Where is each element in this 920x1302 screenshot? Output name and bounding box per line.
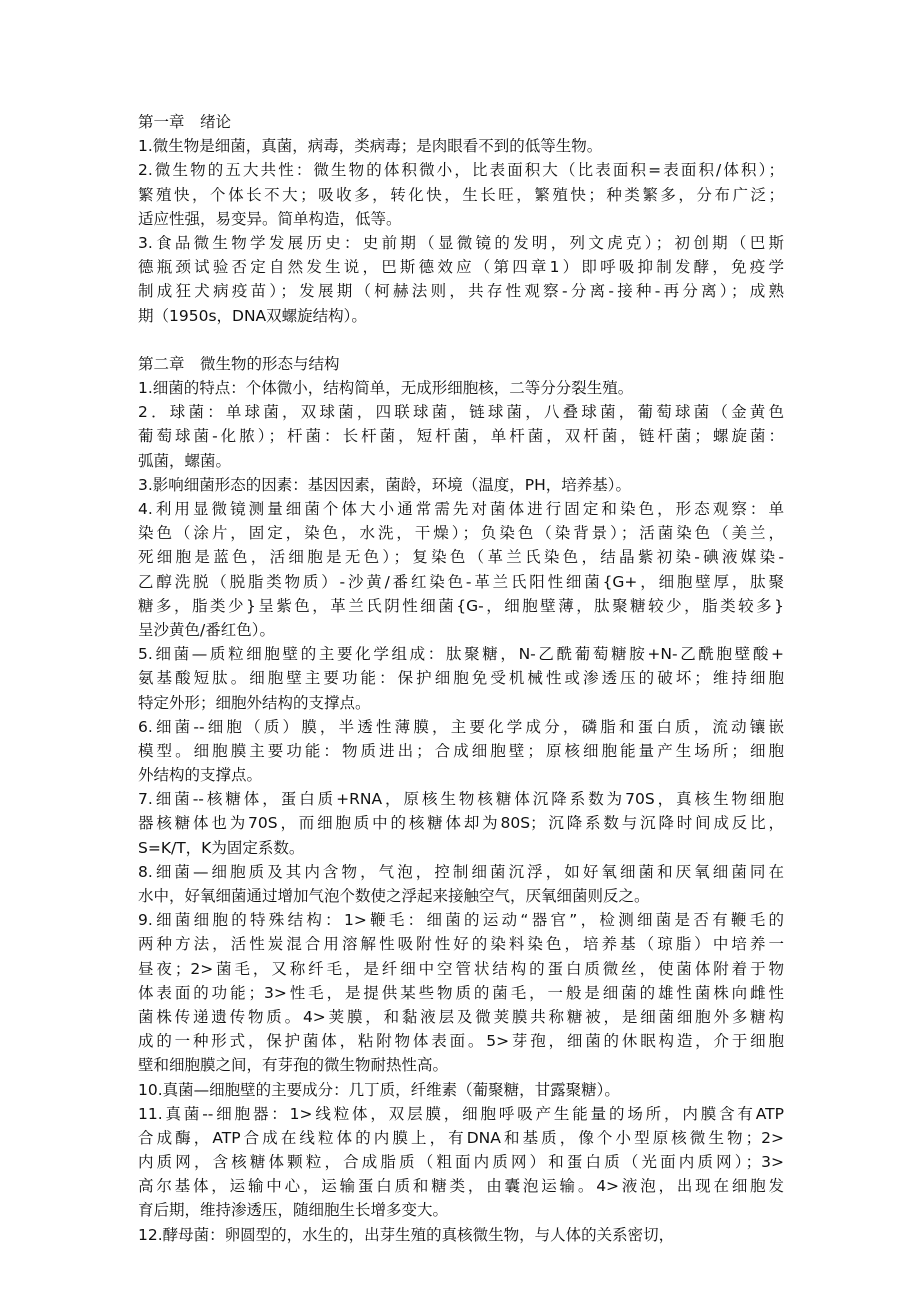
list-item: [138, 134, 784, 158]
list-item: [138, 231, 784, 328]
text-line: 死细胞是蓝色，活细胞是无色）；复染色（革兰氏染色，结晶紫初染-碘液媒染-: [138, 548, 784, 567]
text-line: 5.细菌—质粒细胞壁的主要化学组成：肽聚糖，N-乙酰葡萄糖胺+N-乙酰胞壁酸+: [138, 645, 784, 664]
blank-line: [138, 328, 784, 352]
text-line: 糖多，脂类少}呈紫色，革兰氏阴性细菌{G-，细胞壁薄，肽聚糖较少，脂类较多}: [138, 596, 784, 615]
text-line: 体表面的功能；3>性毛，是提供某些物质的菌毛，一般是细菌的雄性菌株向雌性: [138, 983, 784, 1002]
text-line: 染色（涂片，固定，染色，水洗，干燥）；负染色（染背景）；活菌染色（美兰，: [138, 524, 784, 543]
text-line: 壁和细胞膜之间，有芽孢的微生物耐热性高。: [138, 1056, 449, 1075]
list-item: [138, 908, 784, 1077]
text-line: 德瓶颈试验否定自然发生说，巴斯德效应（第四章1）即呼吸抑制发酵，免疫学: [138, 258, 784, 277]
text-line: 适应性强，易变异。简单构造，低等。: [138, 209, 402, 228]
text-line: 2．球菌：单球菌，双球菌，四联球菌，链球菌，八叠球菌，葡萄球菌（金黄色: [138, 403, 784, 422]
list-item: [138, 1078, 784, 1102]
list-item: [138, 860, 784, 908]
text-line: 7.细菌--核糖体，蛋白质+RNA，原核生物核糖体沉降系数为70S，真核生物细胞: [138, 790, 784, 809]
text-line: 葡萄球菌-化脓）；杆菌：长杆菌，短杆菌，单杆菌，双杆菌，链杆菌；螺旋菌：: [138, 427, 784, 446]
list-item: [138, 158, 784, 231]
list-item: [138, 787, 784, 860]
text-line: 育后期，维持渗透压，随细胞生长增多变大。: [138, 1201, 449, 1220]
chapter-heading: 第二章 微生物的形态与结构: [138, 354, 340, 373]
text-line: 两种方法，活性炭混合用溶解性吸附性好的染料染色，培养基（琼脂）中培养一: [138, 935, 784, 954]
text-line: 制成狂犬病疫苗）；发展期（柯赫法则，共存性观察-分离-接种-再分离）；成熟: [138, 282, 784, 301]
text-line: 繁殖快，个体长不大；吸收多，转化快，生长旺，繁殖快；种类繁多，分布广泛；: [138, 185, 784, 204]
text-line: 8.细菌—细胞质及其内含物，气泡，控制细菌沉浮，如好氧细菌和厌氧细菌同在: [138, 862, 784, 881]
list-item: [138, 376, 784, 400]
text-line: 合成酶，ATP合成在线粒体的内膜上，有DNA和基质，像个小型原核微生物；2>: [138, 1128, 784, 1147]
text-line: 昼夜；2>菌毛，又称纤毛，是纤细中空管状结构的蛋白质微丝，使菌体附着于物: [138, 959, 784, 978]
text-line: 氨基酸短肽。细胞壁主要功能：保护细胞免受机械性或渗透压的破坏；维持细胞: [138, 669, 784, 688]
text-line: 1.细菌的特点：个体微小，结构简单，无成形细胞核，二等分分裂生殖。: [138, 379, 634, 398]
list-item: [138, 1223, 784, 1247]
text-line: 内质网，含核糖体颗粒，合成脂质（粗面内质网）和蛋白质（光面内质网）；3>: [138, 1153, 784, 1172]
text-line: 器核糖体也为70S，而细胞质中的核糖体却为80S；沉降系数与沉降时间成反比，: [138, 814, 784, 833]
text-line: 外结构的支撑点。: [138, 766, 263, 785]
text-line: 12.酵母菌：卵圆型的，水生的，出芽生殖的真核微生物，与人体的关系密切，: [138, 1225, 675, 1244]
chapter-heading: 第一章 绪论: [138, 113, 232, 131]
text-line: 3.影响细菌形态的因素：基因因素，菌龄，环境（温度，PH，培养基）。: [138, 475, 632, 494]
text-line: 呈沙黄色/番红色）。: [138, 620, 275, 639]
text-line: 10.真菌—细胞壁的主要成分：几丁质，纤维素（葡聚糖，甘露聚糖）。: [138, 1080, 620, 1099]
text-line: 高尔基体，运输中心，运输蛋白质和糖类，由囊泡运输。4>液泡，出现在细胞发: [138, 1177, 784, 1196]
text-line: 6.细菌--细胞（质）膜，半透性薄膜，主要化学成分，磷脂和蛋白质，流动镶嵌: [138, 717, 784, 736]
text-line: 弧菌，螺菌。: [138, 451, 232, 470]
list-item: [138, 642, 784, 715]
text-line: 9.细菌细胞的特殊结构：1>鞭毛：细菌的运动“器官”，检测细菌是否有鞭毛的: [138, 911, 784, 930]
text-line: 1.微生物是细菌，真菌，病毒，类病毒；是肉眼看不到的低等生物。: [138, 137, 603, 156]
text-line: 期（1950s，DNA双螺旋结构）。: [138, 306, 367, 325]
document-page: [138, 110, 784, 1247]
text-line: 11.真菌--细胞器：1>线粒体，双层膜，细胞呼吸产生能量的场所，内膜含有ATP: [138, 1104, 784, 1123]
list-item: [138, 1102, 784, 1223]
text-line: 特定外形；细胞外结构的支撑点。: [138, 693, 371, 712]
text-line: 模型。细胞膜主要功能：物质进出；合成细胞壁；原核细胞能量产生场所；细胞: [138, 741, 784, 760]
text-line: 水中，好氧细菌通过增加气泡个数使之浮起来接触空气，厌氧细菌则反之。: [138, 887, 650, 905]
text-line: 4.利用显微镜测量细菌个体大小通常需先对菌体进行固定和染色，形态观察：单: [138, 500, 784, 518]
chapter-1: [138, 110, 784, 328]
text-line: 3.食品微生物学发展历史：史前期（显微镜的发明，列文虎克）；初创期（巴斯: [138, 233, 784, 252]
list-item: [138, 400, 784, 473]
chapter-2: [138, 352, 784, 1247]
text-line: S=K/T，K为固定系数。: [138, 838, 305, 857]
list-item: [138, 497, 784, 642]
list-item: [138, 715, 784, 788]
text-line: 2.微生物的五大共性：微生物的体积微小，比表面积大（比表面积=表面积/体积）；: [138, 161, 784, 180]
text-line: 菌株传递遗传物质。4>荚膜，和黏液层及微荚膜共称糖被，是细菌细胞外多糖构: [138, 1007, 784, 1026]
list-item: [138, 473, 784, 497]
text-line: 乙醇洗脱（脱脂类物质）-沙黄/番红染色-革兰氏阳性细菌{G+，细胞壁厚，肽聚: [138, 572, 784, 591]
text-line: 成的一种形式，保护菌体，粘附物体表面。5>芽孢，细菌的休眠构造，介于细胞: [138, 1032, 784, 1051]
